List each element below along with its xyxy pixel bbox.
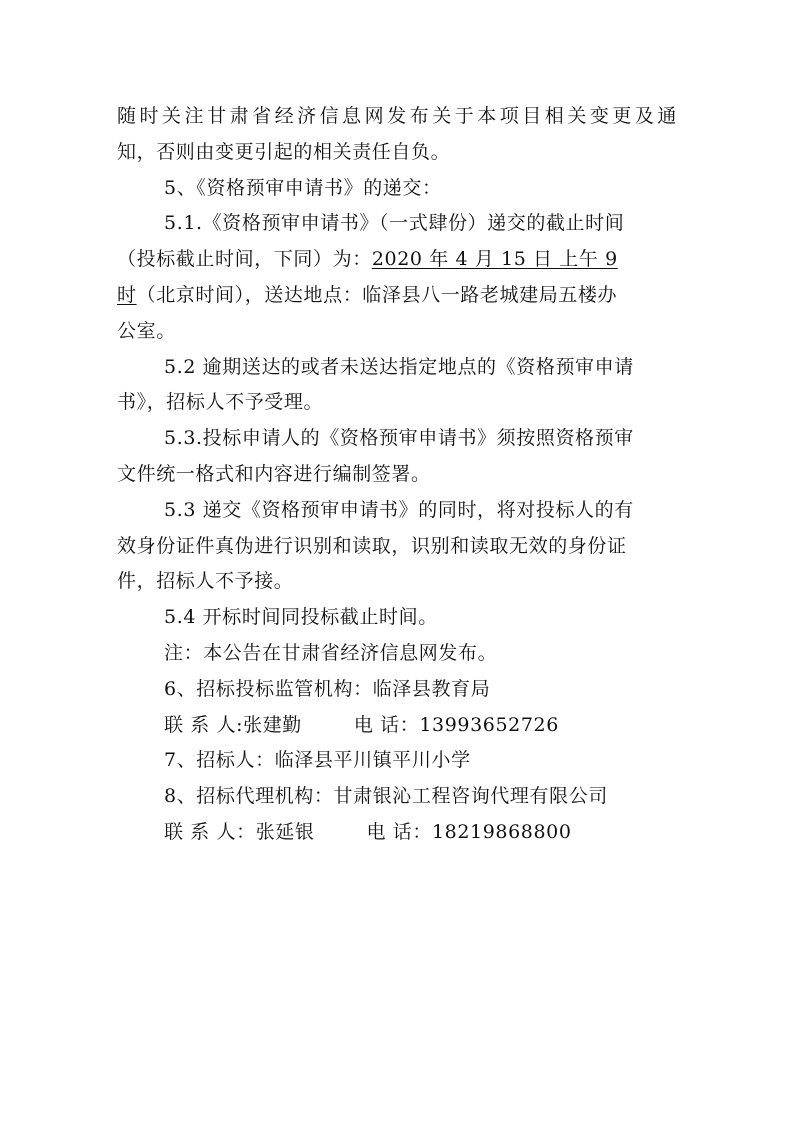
text-line: 5.4 开标时间同投标截止时间。 bbox=[164, 606, 438, 629]
section-heading: 8、招标代理机构：甘肃银沁工程咨询代理有限公司 bbox=[164, 785, 608, 808]
section-heading: 7、招标人：临泽县平川镇平川小学 bbox=[164, 749, 471, 772]
deadline-date: 2020 年 4 月 15 日 上午 9 bbox=[371, 248, 618, 271]
phone-number: 18219868800 bbox=[431, 820, 572, 843]
section-heading: 6、招标投标监管机构：临泽县教育局 bbox=[164, 677, 491, 700]
contact-name: 张延银 bbox=[255, 820, 315, 843]
phone-label: 电 话： bbox=[366, 820, 432, 843]
text-line: 件，招标人不予接。 bbox=[117, 570, 294, 593]
deadline-prefix: （投标截止时间，下同）为： bbox=[117, 248, 372, 271]
text-line: 5.2 逾期送达的或者未送达指定地点的《资格预审申请 bbox=[164, 355, 634, 378]
document-body bbox=[117, 99, 677, 851]
text-line: 知，否则由变更引起的相关责任自负。 bbox=[117, 140, 451, 163]
section-heading: 5、《资格预审申请书》的递交： bbox=[164, 176, 442, 199]
phone-label: 电 话： bbox=[353, 713, 420, 736]
text-line-deadline bbox=[117, 242, 677, 278]
text-line: 5.3.投标申请人的《资格预审申请书》须按照资格预审 bbox=[164, 427, 634, 450]
phone-number: 13993652726 bbox=[419, 713, 559, 736]
notice-line: 注：本公告在甘肃省经济信息网发布。 bbox=[164, 641, 498, 664]
text-line-location bbox=[117, 278, 677, 314]
text-line: 5.3 递交《资格预审申请书》的同时，将对投标人的有 bbox=[164, 498, 634, 521]
location-text: （北京时间），送达地点：临泽县八一路老城建局五楼办 bbox=[136, 283, 618, 306]
contact-line-supervisor bbox=[117, 708, 677, 744]
text-line: 公室。 bbox=[117, 319, 176, 342]
text-line: 效身份证件真伪进行识别和读取，识别和读取无效的身份证 bbox=[117, 534, 627, 557]
deadline-date-continued: 时 bbox=[117, 283, 137, 306]
contact-name: 张建勤 bbox=[243, 713, 302, 736]
text-line: 文件统一格式和内容进行编制签署。 bbox=[117, 462, 431, 485]
contact-label: 联 系 人： bbox=[164, 820, 256, 843]
text-line: 随时关注甘肃省经济信息网发布关于本项目相关变更及通 bbox=[117, 105, 677, 127]
contact-label: 联 系 人: bbox=[164, 713, 244, 736]
text-line: 书》，招标人不予受理。 bbox=[117, 391, 324, 414]
contact-line-agent bbox=[117, 815, 677, 851]
text-line: 5.1.《资格预审申请书》（一式肆份）递交的截止时间 bbox=[164, 212, 625, 235]
